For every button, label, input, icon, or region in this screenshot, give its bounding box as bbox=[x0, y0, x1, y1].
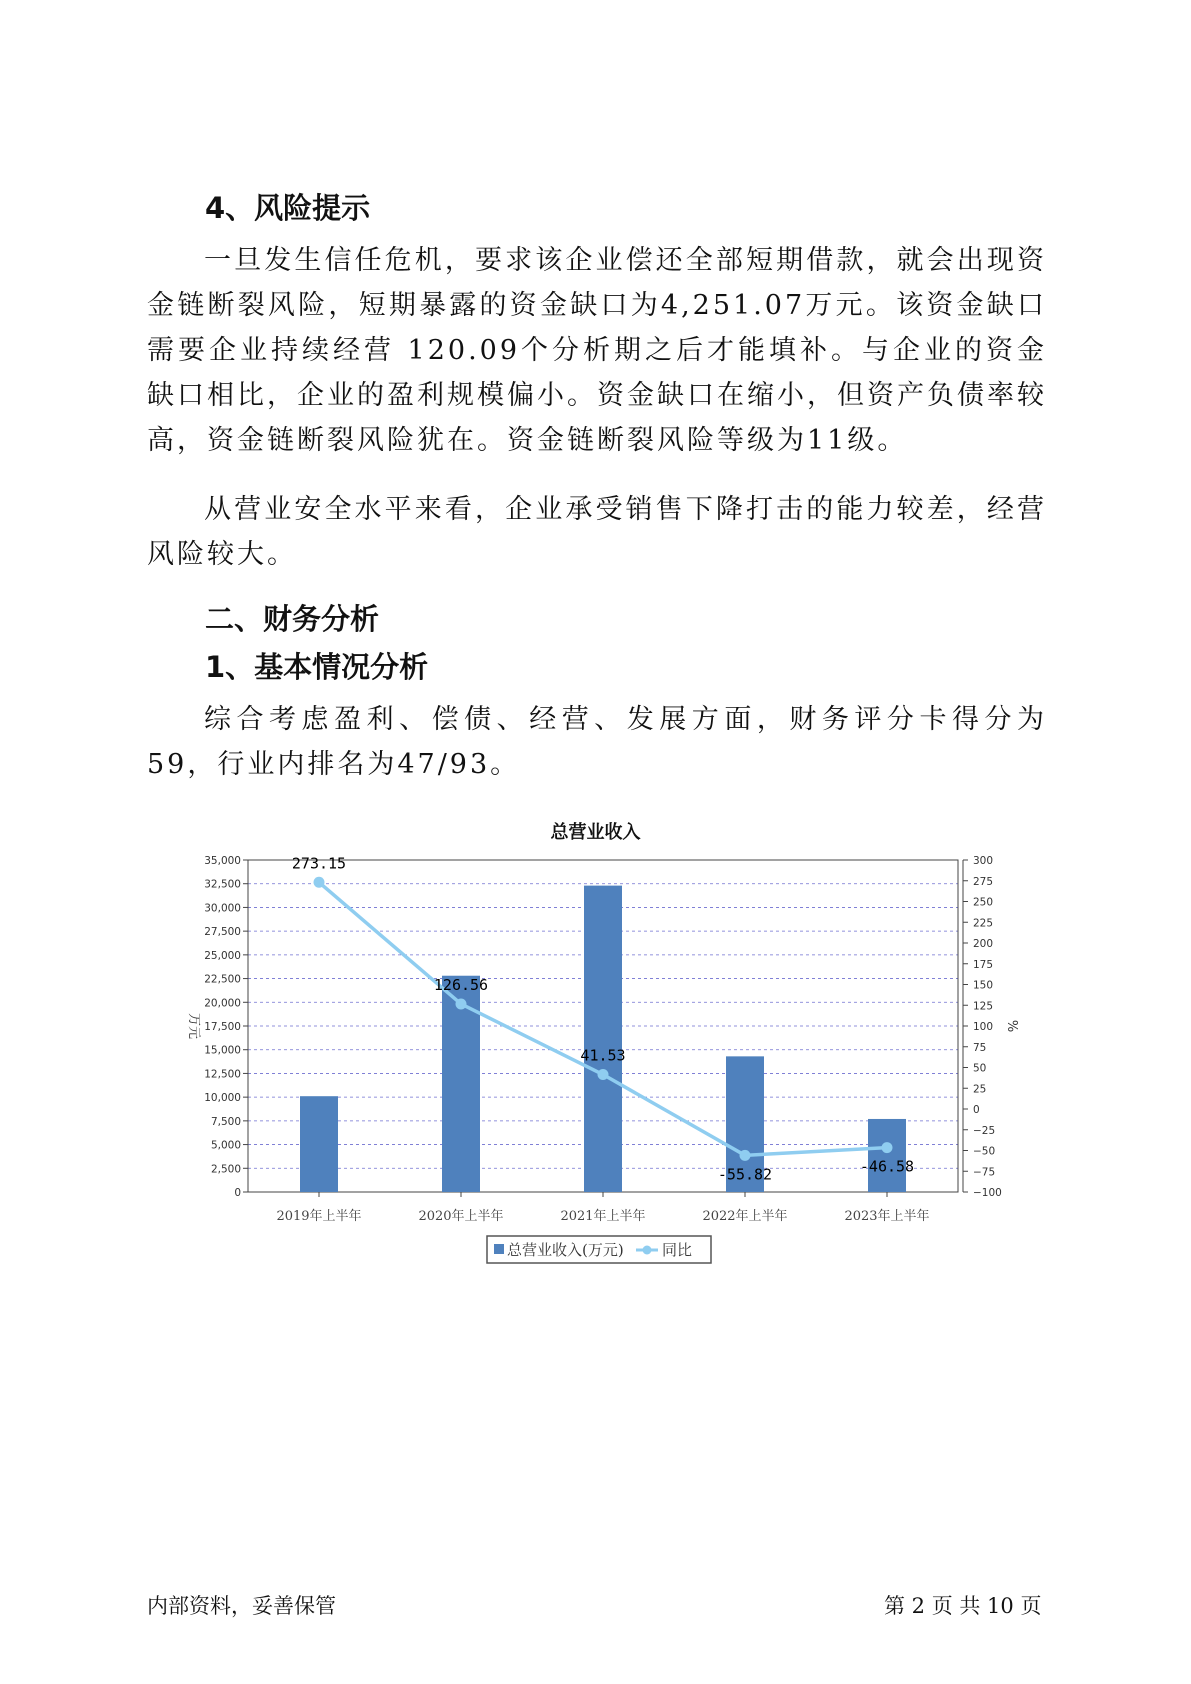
left-axis-label: 万元 bbox=[186, 1012, 201, 1040]
left-tick-label: 25,000 bbox=[204, 949, 241, 962]
section-heading-risk: 4、风险提示 bbox=[205, 191, 371, 225]
data-label: 126.56 bbox=[433, 975, 489, 994]
left-tick-label: 12,500 bbox=[204, 1068, 241, 1081]
right-tick-label: 50 bbox=[973, 1062, 987, 1075]
footer-left: 内部资料，妥善保管 bbox=[147, 1594, 336, 1618]
finance-paragraph: 综合考虑盈利、偿债、经营、发展方面，财务评分卡得分为59，行业内排名为47/93。 bbox=[147, 704, 1047, 780]
left-tick-label: 10,000 bbox=[204, 1092, 241, 1105]
bar bbox=[300, 1096, 338, 1192]
right-tick-label: −75 bbox=[973, 1166, 996, 1179]
right-tick-label: −50 bbox=[973, 1145, 996, 1158]
bar-series bbox=[300, 886, 906, 1192]
data-label: -46.58 bbox=[859, 1157, 915, 1176]
right-tick-label: 300 bbox=[973, 855, 994, 867]
legend-line-dot bbox=[643, 1246, 652, 1255]
right-tick-label: −25 bbox=[973, 1124, 996, 1137]
category-label: 2021年上半年 bbox=[560, 1209, 646, 1224]
category-label: 2020年上半年 bbox=[418, 1209, 504, 1224]
right-axis bbox=[963, 855, 1002, 1199]
data-label: 273.15 bbox=[291, 854, 347, 873]
right-tick-label: 75 bbox=[973, 1041, 987, 1054]
left-tick-label: 35,000 bbox=[204, 855, 241, 867]
line-point bbox=[598, 1069, 609, 1080]
subsection-heading-basic: 1、基本情况分析 bbox=[205, 650, 429, 684]
left-tick-label: 32,500 bbox=[204, 878, 241, 891]
left-tick-label: 2,500 bbox=[210, 1163, 241, 1176]
left-tick-label: 7,500 bbox=[210, 1115, 241, 1128]
legend-bar-label: 总营业收入(万元) bbox=[507, 1241, 624, 1259]
right-tick-label: 100 bbox=[973, 1021, 994, 1033]
footer-page-number: 第 2 页 共 10 页 bbox=[884, 1594, 1042, 1618]
left-tick-label: 30,000 bbox=[204, 902, 241, 915]
line-point bbox=[882, 1142, 893, 1153]
line-point bbox=[740, 1150, 751, 1161]
legend-line-label: 同比 bbox=[662, 1241, 693, 1259]
left-axis bbox=[204, 855, 248, 1199]
right-tick-label: 250 bbox=[973, 896, 994, 909]
right-tick-label: 25 bbox=[973, 1083, 987, 1096]
category-label: 2023年上半年 bbox=[844, 1209, 930, 1224]
chart-title: 总营业收入 bbox=[550, 822, 641, 843]
risk-paragraph-2: 从营业安全水平来看，企业承受销售下降打击的能力较差，经营风险较大。 bbox=[147, 494, 1047, 570]
category-label: 2022年上半年 bbox=[702, 1209, 788, 1224]
right-tick-label: 0 bbox=[973, 1104, 980, 1116]
data-label: -55.82 bbox=[717, 1165, 773, 1184]
right-tick-label: 175 bbox=[973, 958, 994, 971]
right-tick-label: 150 bbox=[973, 979, 994, 992]
section-heading-finance: 二、财务分析 bbox=[205, 602, 380, 636]
left-tick-label: 5,000 bbox=[210, 1139, 241, 1152]
chart-legend bbox=[487, 1236, 711, 1263]
data-label: 41.53 bbox=[580, 1046, 626, 1065]
left-tick-label: 22,500 bbox=[204, 973, 241, 986]
legend-bar-swatch bbox=[494, 1244, 504, 1254]
right-tick-label: 225 bbox=[973, 917, 994, 930]
left-tick-label: 27,500 bbox=[204, 926, 241, 939]
right-tick-label: 275 bbox=[973, 875, 994, 888]
category-label: 2019年上半年 bbox=[276, 1209, 362, 1224]
right-tick-label: 125 bbox=[973, 1000, 994, 1013]
bar bbox=[584, 886, 622, 1192]
right-tick-label: −100 bbox=[973, 1187, 1002, 1199]
line-point bbox=[456, 998, 467, 1009]
left-tick-label: 0 bbox=[234, 1187, 241, 1199]
left-tick-label: 20,000 bbox=[204, 997, 241, 1010]
bar bbox=[868, 1119, 906, 1192]
left-tick-label: 15,000 bbox=[204, 1044, 241, 1057]
right-axis-label: % bbox=[1004, 1019, 1019, 1033]
left-tick-label: 17,500 bbox=[204, 1021, 241, 1033]
category-axis bbox=[276, 1192, 929, 1224]
right-tick-label: 200 bbox=[973, 938, 994, 950]
risk-paragraph-1: 一旦发生信任危机，要求该企业偿还全部短期借款，就会出现资金链断裂风险，短期暴露的资金缺口为4,251.07万元。该资金缺口需要企业持续经营 120.09个分析期之后才能填补。与企业的资金缺口相比，企业的盈利规模偏小。资金缺口在缩小，但资产负债率较高，资金链断裂风险犹在。资金链断裂风险等级为11级。 bbox=[147, 245, 1047, 456]
line-point bbox=[314, 877, 325, 888]
